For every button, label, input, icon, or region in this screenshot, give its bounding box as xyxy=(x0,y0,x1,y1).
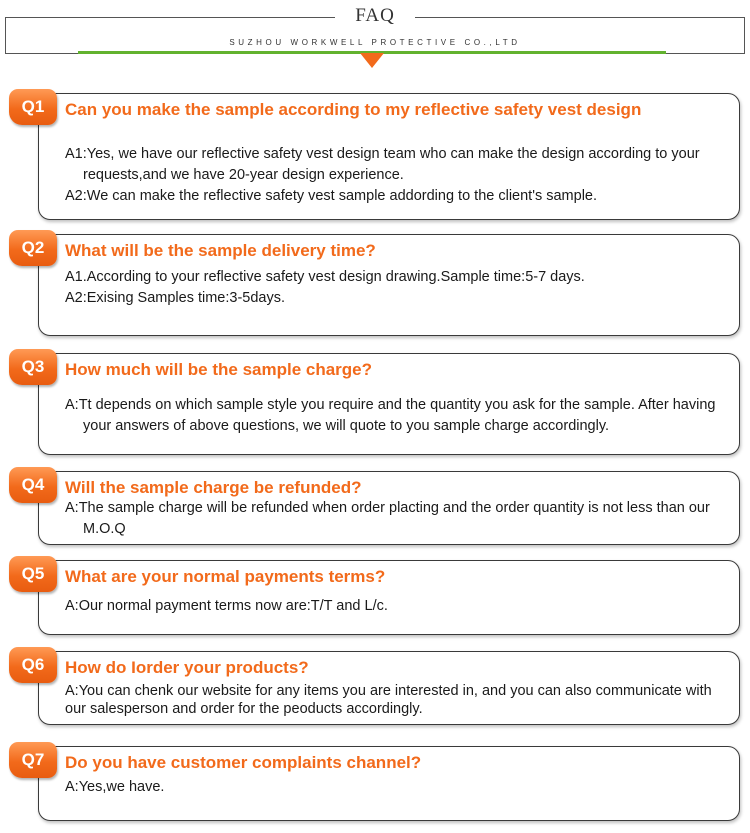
question-text: Will the sample charge be refunded? xyxy=(65,478,362,497)
faq-item-q5 xyxy=(0,560,750,635)
faq-item-q6 xyxy=(0,651,750,725)
company-name: SUZHOU WORKWELL PROTECTIVE CO.,LTD xyxy=(229,38,521,47)
answer-line: A:Yes,we have. xyxy=(65,779,165,795)
question-badge: Q2 xyxy=(9,230,57,266)
answer-line: A:The sample charge will be refunded when order placting and the order quantity is not less than our M.O.Q xyxy=(65,500,710,537)
answer-block xyxy=(65,596,736,617)
answer-line: A1.According to your reflective safety vest design drawing.Sample time:5-7 days. xyxy=(65,269,585,285)
question-text: Do you have customer complaints channel? xyxy=(65,753,422,772)
answer-block xyxy=(65,498,736,540)
question-badge: Q1 xyxy=(9,89,57,125)
faq-item-q3 xyxy=(0,353,750,455)
question-text: What are your normal payments terms? xyxy=(65,567,386,586)
page-title: FAQ xyxy=(0,5,750,27)
answer-line: A1:Yes, we have our reflective safety vest design team who can make the design according to your requests,and we have 20-year design experience. xyxy=(65,146,700,183)
down-arrow-icon xyxy=(360,53,384,68)
question-badge: Q7 xyxy=(9,742,57,778)
question-text: How much will be the sample charge? xyxy=(65,360,373,379)
answer-block xyxy=(65,777,736,798)
answer-block xyxy=(65,267,736,309)
question-badge: Q5 xyxy=(9,556,57,592)
question-text: What will be the sample delivery time? xyxy=(65,241,376,260)
faq-item-q7 xyxy=(0,746,750,821)
question-badge: Q4 xyxy=(9,467,57,503)
answer-block xyxy=(65,144,736,207)
question-badge: Q3 xyxy=(9,349,57,385)
answer-line: A:Our normal payment terms now are:T/T and L/c. xyxy=(65,598,388,614)
answer-block xyxy=(65,682,736,718)
answer-line: A2:Exising Samples time:3-5days. xyxy=(65,290,286,306)
faq-item-q2 xyxy=(0,234,750,336)
question-text: How do Iorder your products? xyxy=(65,658,309,677)
faq-item-q4 xyxy=(0,471,750,545)
faq-item-q1 xyxy=(0,93,750,220)
answer-line: A2:We can make the reflective safety vest sample addording to the client's sample. xyxy=(65,188,598,204)
question-text: Can you make the sample according to my reflective safety vest design xyxy=(65,100,642,119)
answer-line: A:You can chenk our website for any items you are interested in, and you can also communicate with our salesperson and order for the peoducts accordingly. xyxy=(65,683,712,717)
question-badge: Q6 xyxy=(9,647,57,683)
answer-block xyxy=(65,395,736,437)
answer-line: A:Tt depends on which sample style you require and the quantity you ask for the sample. After having your answers of above questions, we will quote to you sample charge accordingly. xyxy=(65,397,716,434)
